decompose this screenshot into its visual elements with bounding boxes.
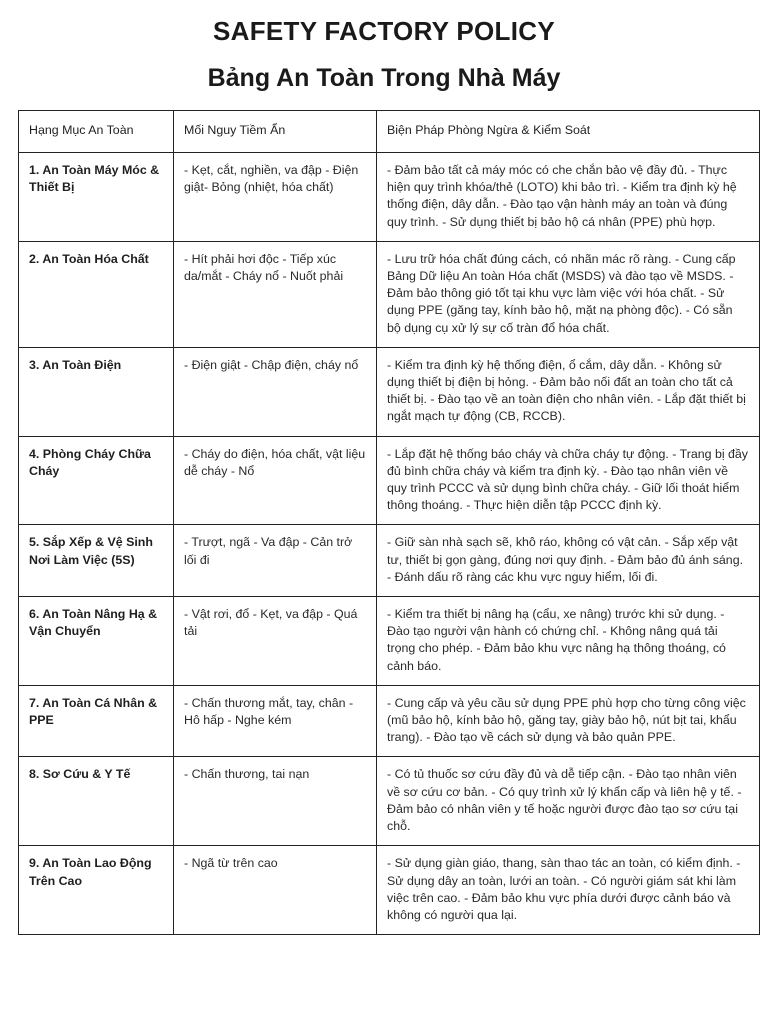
row-measures: - Có tủ thuốc sơ cứu đầy đủ và dễ tiếp cận. - Đào tạo nhân viên về sơ cứu cơ bản. - Có quy trình xử lý khẩn cấp và liên hệ y tế. - Đảm bảo có nhân viên y tế hoặc người được đào tạo sơ cứu tại chỗ. [377,757,760,846]
header-measures: Biện Pháp Phòng Ngừa & Kiểm Soát [377,111,760,153]
header-hazards: Mối Nguy Tiềm Ẩn [174,111,377,153]
row-hazards: - Chấn thương, tai nạn [174,757,377,846]
row-hazards: - Cháy do điện, hóa chất, vật liệu dễ cháy - Nổ [174,436,377,525]
row-category: 4. Phòng Cháy Chữa Cháy [19,436,174,525]
title-english: SAFETY FACTORY POLICY [213,16,555,46]
table-row [19,757,760,846]
row-hazards: - Hít phải hơi độc - Tiếp xúc da/mắt - Cháy nổ - Nuốt phải [174,241,377,347]
row-measures: - Cung cấp và yêu cầu sử dụng PPE phù hợp cho từng công việc (mũ bảo hộ, kính bảo hộ, găng tay, giày bảo hộ, nút bịt tai, khẩu trang). - Đào tạo về cách sử dụng và bảo quản PPE. [377,685,760,757]
row-measures: - Kiểm tra định kỳ hệ thống điện, ổ cắm, dây dẫn. - Không sử dụng thiết bị điện bị hỏng. - Đảm bảo nối đất an toàn cho tất cả thiết bị. - Đào tạo về an toàn điện cho nhân viên. - Lắp đặt thiết bị ngắt mạch tự động (CB, RCCB). [377,347,760,436]
table-row [19,685,760,757]
table-row [19,153,760,242]
row-hazards: - Ngã từ trên cao [174,846,377,935]
table-row [19,525,760,597]
row-category: 6. An Toàn Nâng Hạ & Vận Chuyển [19,597,174,686]
row-measures: - Lắp đặt hệ thống báo cháy và chữa cháy tự động. - Trang bị đầy đủ bình chữa cháy và kiểm tra định kỳ. - Đào tạo nhân viên về quy trình PCCC và sử dụng bình chữa cháy. - Giữ lối thoát hiểm thông thoáng. - Thực hiện diễn tập PCCC định kỳ. [377,436,760,525]
row-category: 8. Sơ Cứu & Y Tế [19,757,174,846]
row-hazards: - Kẹt, cắt, nghiền, va đập - Điện giật- Bỏng (nhiệt, hóa chất) [174,153,377,242]
table-row [19,347,760,436]
title-vietnamese: Bảng An Toàn Trong Nhà Máy [207,64,561,92]
table-row [19,436,760,525]
row-measures: - Giữ sàn nhà sạch sẽ, khô ráo, không có vật cản. - Sắp xếp vật tư, thiết bị gọn gàng, đúng nơi quy định. - Đảm bảo đủ ánh sáng. - Đánh dấu rõ ràng các khu vực nguy hiểm, lối đi. [377,525,760,597]
row-category: 7. An Toàn Cá Nhân & PPE [19,685,174,757]
row-measures: - Đảm bảo tất cả máy móc có che chắn bảo vệ đầy đủ. - Thực hiện quy trình khóa/thẻ (LOTO) khi bảo trì. - Kiểm tra định kỳ hệ thống điện, dây dẫn. - Đào tạo vận hành máy an toàn và đúng quy trình. - Sử dụng thiết bị bảo hộ cá nhân (PPE) phù hợp. [377,153,760,242]
safety-policy-table [18,110,760,935]
row-measures: - Sử dụng giàn giáo, thang, sàn thao tác an toàn, có kiểm định. - Sử dụng dây an toàn, lưới an toàn. - Có người giám sát khi làm việc trên cao. - Đảm bảo khu vực phía dưới được cảnh báo và không có người qua lại. [377,846,760,935]
table-header-row [19,111,760,153]
row-category: 2. An Toàn Hóa Chất [19,241,174,347]
table-row [19,846,760,935]
row-hazards: - Chấn thương mắt, tay, chân - Hô hấp - Nghe kém [174,685,377,757]
table-row [19,597,760,686]
header-category: Hạng Mục An Toàn [19,111,174,153]
row-category: 5. Sắp Xếp & Vệ Sinh Nơi Làm Việc (5S) [19,525,174,597]
row-category: 3. An Toàn Điện [19,347,174,436]
row-hazards: - Trượt, ngã - Va đập - Cản trở lối đi [174,525,377,597]
row-category: 9. An Toàn Lao Động Trên Cao [19,846,174,935]
table-row [19,241,760,347]
row-measures: - Kiểm tra thiết bị nâng hạ (cẩu, xe nâng) trước khi sử dụng. - Đào tạo người vận hành có chứng chỉ. - Không nâng quá tải trọng cho phép. - Đảm bảo khu vực nâng hạ thông thoáng, có cảnh báo. [377,597,760,686]
row-category: 1. An Toàn Máy Móc & Thiết Bị [19,153,174,242]
row-measures: - Lưu trữ hóa chất đúng cách, có nhãn mác rõ ràng. - Cung cấp Bảng Dữ liệu An toàn Hóa chất (MSDS) và đào tạo về MSDS. - Đảm bảo thông gió tốt tại khu vực làm việc với hóa chất. - Sử dụng PPE (găng tay, kính bảo hộ, mặt nạ phòng độc). - Có sẵn bộ dụng cụ xử lý sự cố tràn đổ hóa chất. [377,241,760,347]
row-hazards: - Điện giật - Chập điện, cháy nổ [174,347,377,436]
row-hazards: - Vật rơi, đổ - Kẹt, va đập - Quá tải [174,597,377,686]
